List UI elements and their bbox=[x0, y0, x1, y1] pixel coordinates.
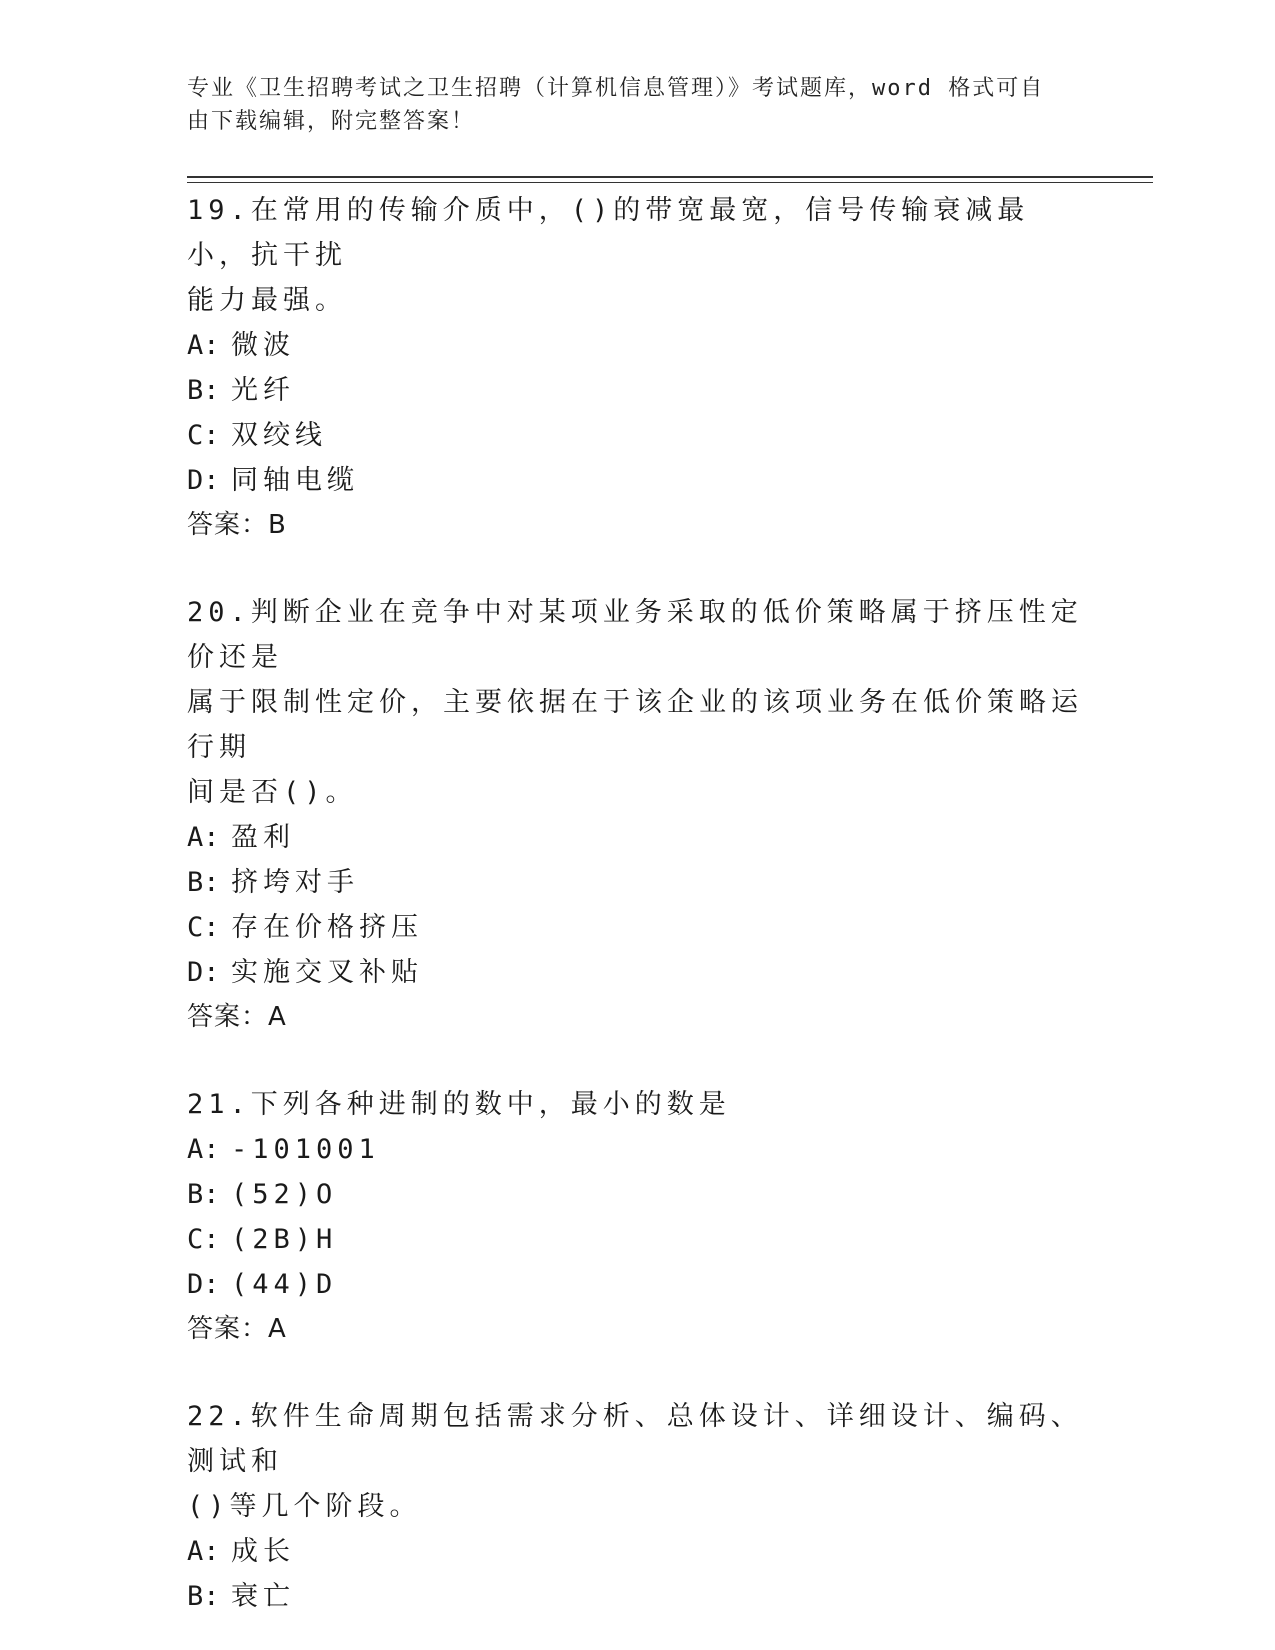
option-text: 实施交叉补贴 bbox=[231, 957, 423, 988]
question-spacer bbox=[187, 1040, 1087, 1082]
option-text: 成长 bbox=[231, 1536, 295, 1567]
option-text: 双绞线 bbox=[231, 420, 327, 451]
option-text: 衰亡 bbox=[231, 1581, 295, 1612]
header-line-1: 专业《卫生招聘考试之卫生招聘（计算机信息管理）》考试题库，word 格式可自 bbox=[187, 76, 1045, 101]
option-c bbox=[187, 413, 1087, 458]
option-key: D: bbox=[187, 465, 220, 496]
question-22 bbox=[187, 1394, 1087, 1619]
option-text: 挤垮对手 bbox=[231, 867, 359, 898]
option-c bbox=[187, 905, 1087, 950]
question-stem-line: 20.判断企业在竞争中对某项业务采取的低价策略属于挤压性定价还是 bbox=[187, 597, 1083, 673]
option-b bbox=[187, 1574, 1087, 1619]
option-b bbox=[187, 1172, 1087, 1217]
option-text: (2B)H bbox=[231, 1224, 338, 1255]
answer-line: 答案：A bbox=[187, 1002, 287, 1032]
question-stem-line: 21.下列各种进制的数中，最小的数是 bbox=[187, 1089, 731, 1120]
option-a bbox=[187, 323, 1087, 368]
option-d bbox=[187, 458, 1087, 503]
question-stem-line: 19.在常用的传输介质中，()的带宽最宽，信号传输衰减最小，抗干扰 bbox=[187, 195, 1030, 271]
question-19 bbox=[187, 188, 1087, 548]
question-stem-line: 属于限制性定价，主要依据在于该企业的该项业务在低价策略运行期 bbox=[187, 687, 1083, 763]
option-b bbox=[187, 368, 1087, 413]
question-stem-line: 22.软件生命周期包括需求分析、总体设计、详细设计、编码、测试和 bbox=[187, 1401, 1083, 1477]
option-text: -101001 bbox=[231, 1134, 380, 1165]
question-21 bbox=[187, 1082, 1087, 1352]
header-divider-thin bbox=[187, 182, 1153, 183]
header-divider-thick bbox=[187, 176, 1153, 178]
option-key: B: bbox=[187, 1581, 220, 1612]
option-text: 光纤 bbox=[231, 375, 295, 406]
option-key: B: bbox=[187, 375, 220, 406]
option-key: B: bbox=[187, 867, 220, 898]
option-a bbox=[187, 1529, 1087, 1574]
option-d bbox=[187, 1262, 1087, 1307]
option-key: A: bbox=[187, 330, 220, 361]
header-line-2: 由下载编辑，附完整答案！ bbox=[187, 109, 476, 134]
option-text: (52)O bbox=[231, 1179, 338, 1210]
option-b bbox=[187, 860, 1087, 905]
option-key: A: bbox=[187, 822, 220, 853]
option-key: A: bbox=[187, 1134, 220, 1165]
option-text: 微波 bbox=[231, 330, 295, 361]
option-key: C: bbox=[187, 420, 220, 451]
question-stem-line: 能力最强。 bbox=[187, 285, 347, 316]
option-key: A: bbox=[187, 1536, 220, 1567]
option-key: C: bbox=[187, 912, 220, 943]
option-key: D: bbox=[187, 1269, 220, 1300]
document-header bbox=[187, 72, 1067, 138]
question-spacer bbox=[187, 548, 1087, 590]
question-list bbox=[187, 188, 1087, 1619]
option-d bbox=[187, 950, 1087, 995]
option-text: 同轴电缆 bbox=[231, 465, 359, 496]
option-key: C: bbox=[187, 1224, 220, 1255]
option-text: (44)D bbox=[231, 1269, 338, 1300]
question-stem-line: ()等几个阶段。 bbox=[187, 1491, 422, 1522]
question-spacer bbox=[187, 1352, 1087, 1394]
answer-line: 答案：A bbox=[187, 1314, 287, 1344]
option-a bbox=[187, 815, 1087, 860]
option-c bbox=[187, 1217, 1087, 1262]
option-key: B: bbox=[187, 1179, 220, 1210]
question-20 bbox=[187, 590, 1087, 1040]
option-text: 盈利 bbox=[231, 822, 295, 853]
answer-line: 答案：B bbox=[187, 510, 287, 540]
option-a bbox=[187, 1127, 1087, 1172]
question-stem-line: 间是否()。 bbox=[187, 777, 358, 808]
option-text: 存在价格挤压 bbox=[231, 912, 423, 943]
option-key: D: bbox=[187, 957, 220, 988]
